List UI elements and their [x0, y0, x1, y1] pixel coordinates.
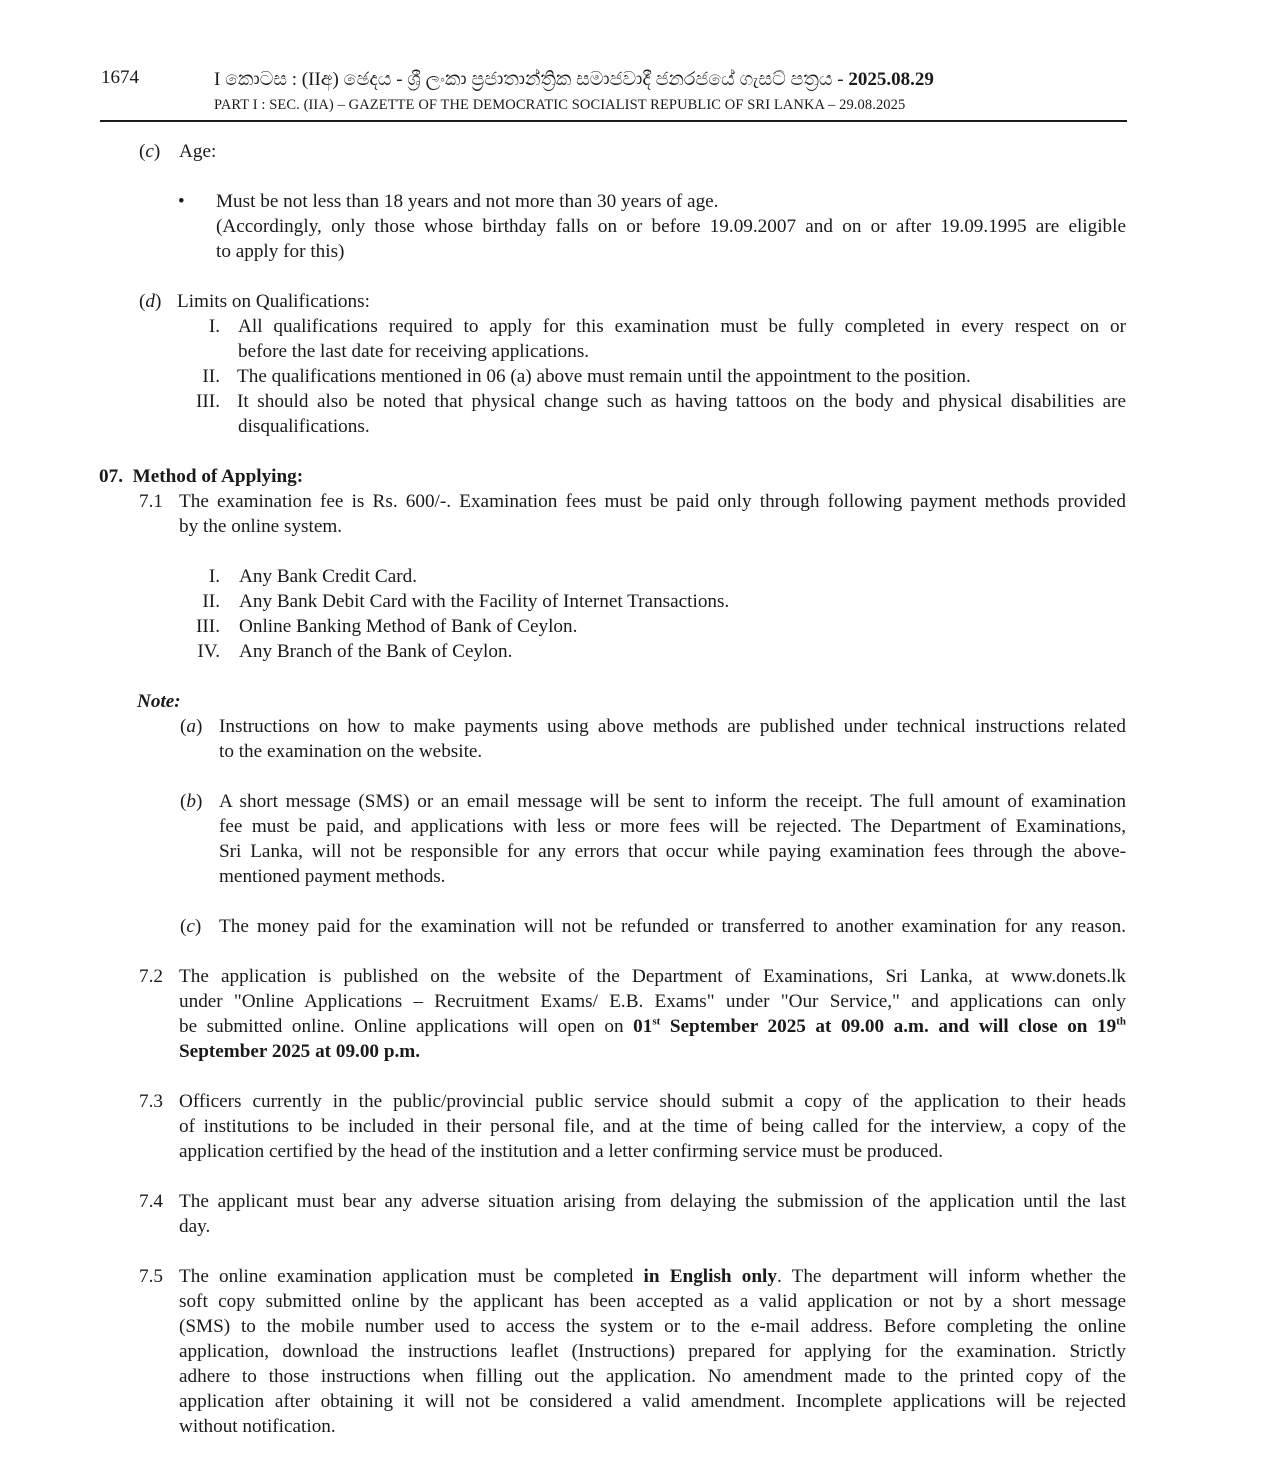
limits-item: The qualifications mentioned in 06 (a) above must remain until the appointment to the position. — [237, 366, 971, 387]
clause-7-1-num: 7.1 — [139, 491, 163, 512]
clause-7-3-num: 7.3 — [139, 1091, 163, 1112]
clause-7-3-text: Officers currently in the public/provincial public service should submit a copy of the application to their heads of institutions to be included in their personal file, and at the time of being called for the interview, a copy of the application certified by the head of the institution and a letter confirming service must be produced. — [179, 1091, 1126, 1162]
note-b-label: (b) — [180, 791, 203, 812]
clause-7-2-text: The application is published on the website of the Department of Examinations, Sri Lanka, at www.donets.lk under "Online Applications – Recruitment Exams/ E.B. Exams" under "Our Service," and applications can only be submitted online. Online applications will open on 01st September 2025 at 09.00 a.m. and will close on 19th September 2025 at 09.00 p.m. — [179, 966, 1126, 1062]
section-d-title: Limits on Qualifications: — [177, 291, 370, 312]
bullet-icon: • — [178, 191, 185, 212]
note-c-label: (c) — [180, 916, 202, 937]
payment-method: Any Bank Debit Card with the Facility of Internet Transactions. — [239, 591, 730, 612]
section-c-label: (c) — [139, 141, 161, 162]
header-english-title: PART I : SEC. (IIA) – GAZETTE OF THE DEMOCRATIC SOCIALIST REPUBLIC OF SRI LANKA – 29.08.2025 — [214, 97, 906, 113]
payment-method-num: III. — [196, 616, 220, 637]
clause-7-2-num: 7.2 — [139, 966, 163, 987]
page-number: 1674 — [101, 67, 139, 88]
header-sinhala-text: I කොටස : (IIඅ) ඡෙදය - ශ්‍රී ලංකා ප්‍රජාතාන්ත්‍රික සමාජවාදී ජනරජයේ ගැසට් පත්‍රය - — [214, 69, 849, 90]
note-title: Note: — [137, 691, 181, 712]
clause-7-4-num: 7.4 — [139, 1191, 163, 1212]
header-sinhala-date: 2025.08.29 — [848, 69, 934, 90]
note-a-text: Instructions on how to make payments using above methods are published under technical instructions related to the examination on the website. — [219, 716, 1126, 762]
age-bullet-text: Must be not less than 18 years and not more than 30 years of age. (Accordingly, only those whose birthday falls on or before 19.09.2007 and on or after 19.09.1995 are eligible to apply for this) — [216, 191, 1126, 262]
note-b-text: A short message (SMS) or an email message will be sent to inform the receipt. The full amount of examination fee must be paid, and applications with less or more fees will be rejected. The Department of Examinations, Sri Lanka, will not be responsible for any errors that occur while paying examination fees through the above- mentioned payment methods. — [219, 791, 1126, 887]
payment-method: Online Banking Method of Bank of Ceylon. — [239, 616, 578, 637]
limits-item-num: I. — [208, 316, 220, 337]
clause-7-5-text: The online examination application must be completed in English only. The department will inform whether the soft copy submitted online by the applicant has been accepted as a valid application or not by a short message (SMS) to the mobile number used to access the system or to the e-mail address. Before completing the online application, download the instructions leaflet (Instructions) prepared for applying for the examination. Strictly adhere to those instructions when filling out the application. No amendment made to the printed copy of the application after obtaining it will not be considered a valid amendment. Incomplete applications will be rejected without notification. — [179, 1266, 1126, 1437]
header-divider — [100, 120, 1127, 122]
limits-item: All qualifications required to apply for this examination must be fully completed in every respect on or before the last date for receiving applications. — [238, 316, 1126, 362]
note-a-label: (a) — [180, 716, 203, 737]
clause-7-1-text: The examination fee is Rs. 600/-. Examination fees must be paid only through following payment methods provided by the online system. — [179, 491, 1126, 537]
clause-7-4-text: The applicant must bear any adverse situation arising from delaying the submission of the application until the last day. — [179, 1191, 1126, 1237]
payment-method-num: I. — [208, 566, 220, 587]
header-sinhala-title — [214, 68, 1034, 92]
limits-item-num: II. — [202, 366, 220, 387]
payment-method-num: II. — [202, 591, 220, 612]
payment-method-num: IV. — [197, 641, 220, 662]
payment-method: Any Branch of the Bank of Ceylon. — [239, 641, 513, 662]
limits-item-num: III. — [196, 391, 220, 412]
section-d-label: (d) — [139, 291, 162, 312]
payment-method: Any Bank Credit Card. — [239, 566, 417, 587]
limits-item: It should also be noted that physical change such as having tattoos on the body and physical disabilities are disqualifications. — [237, 391, 1126, 437]
note-c-text: The money paid for the examination will not be refunded or transferred to another examination for any reason. — [219, 916, 1126, 937]
section-c-title: Age: — [179, 141, 217, 162]
clause-7-5-num: 7.5 — [139, 1266, 163, 1287]
section-07-heading: 07. Method of Applying: — [99, 466, 304, 487]
